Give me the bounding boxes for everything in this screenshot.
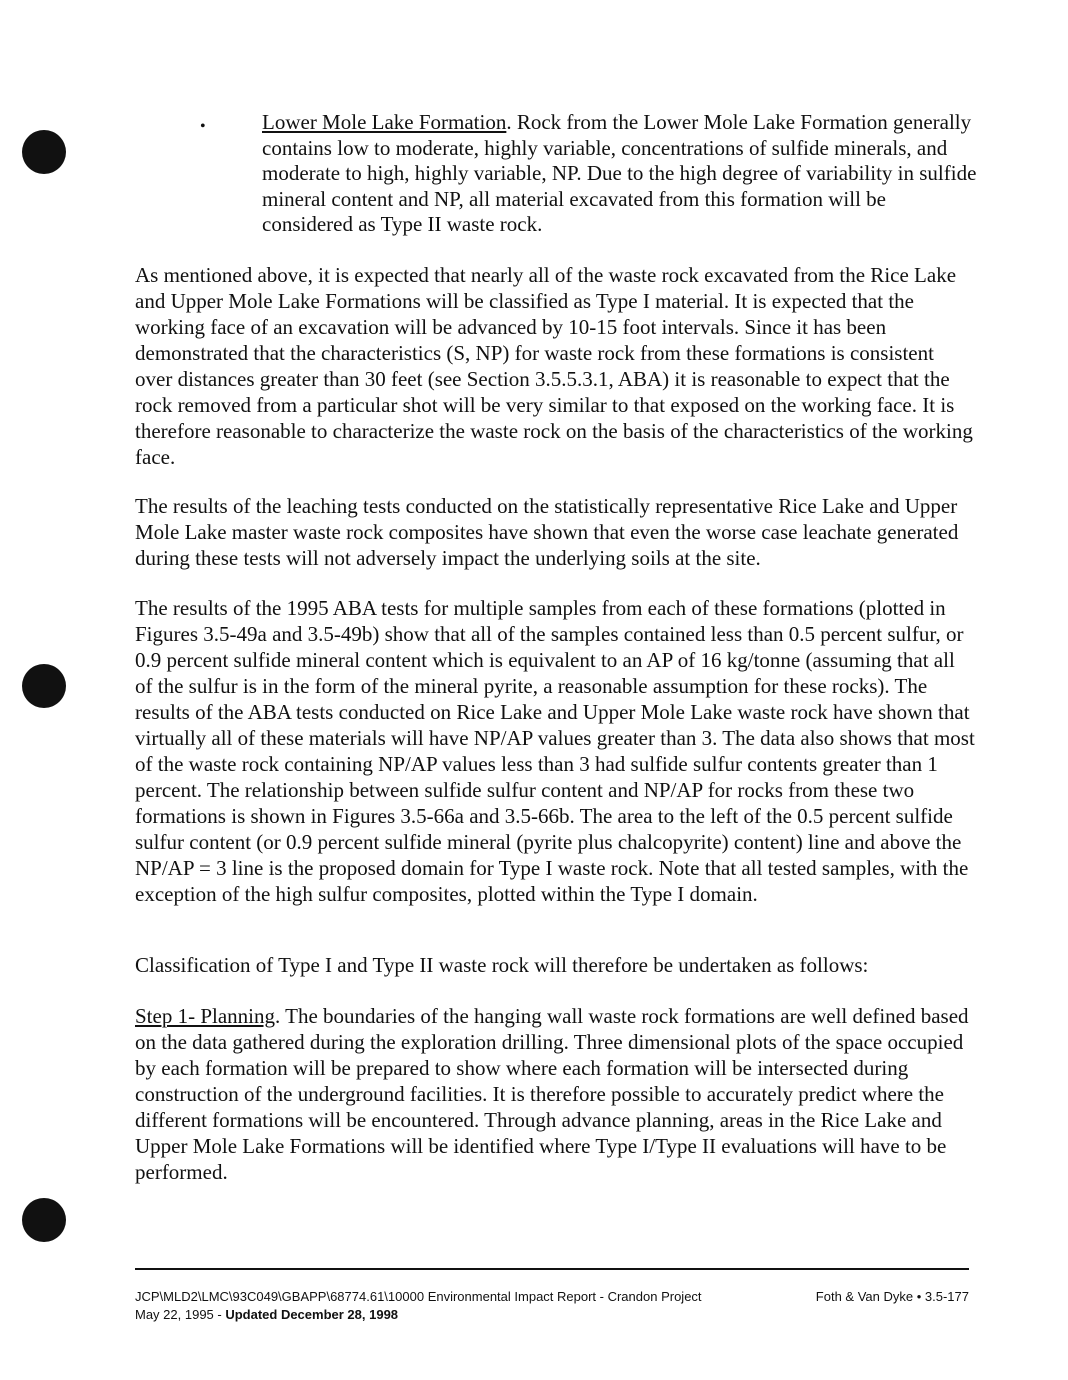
paragraph-classification-intro: Classification of Type I and Type II waste rock will therefore be undertaken as follows: — [135, 953, 869, 977]
paragraph-working-face: As mentioned above, it is expected that nearly all of the waste rock excavated from the Rice Lake and Upper Mole Lake Formations will be classified as Type I material. It is expected that the working face of an excavation will be advanced by 10-15 foot intervals. Since it has been demonstrated that the characteristics (S, NP) for waste rock from these formations is consistent over distances greater than 30 feet (see Section 3.5.5.3.1, ABA) it is reasonable to expect that the rock removed from a particular shot will be very similar to that exposed on the working face. It is therefore reasonable to characterize the waste rock on the basis of the characteristics of the working face. — [135, 263, 973, 469]
step-1-text: The boundaries of the hanging wall waste rock formations are well defined based on the data gathered during the exploration drilling. Three dimensional plots of the space occupied by each formation will be prepared to show where each formation will be intersected during construction of the underground facilities. It is therefore possible to accurately predict where the different formations will be encountered. Through advance planning, areas in the Rice Lake and Upper Mole Lake Formations will be identified where Type I/Type II evaluations will have to be performed. — [135, 1004, 969, 1184]
footer-updated-date: Updated December 28, 1998 — [225, 1307, 399, 1322]
punch-hole-middle — [22, 664, 66, 708]
footer-separator: • — [916, 1289, 922, 1304]
footer-date: May 22, 1995 - — [135, 1307, 226, 1322]
paragraph-step-1-planning — [135, 1003, 975, 1185]
punch-hole-top — [22, 130, 66, 174]
bullet-item-lower-mole-lake — [200, 110, 980, 238]
footer-file-path: JCP\MLD2\LMC\93C049\GBAPP\68774.61\10000 — [135, 1289, 425, 1304]
bullet-heading-punct: . — [506, 110, 512, 134]
bullet-text — [262, 110, 980, 238]
footer-report-title: Environmental Impact Report - Crandon Project — [427, 1289, 702, 1304]
paragraph-aba-tests: The results of the 1995 ABA tests for multiple samples from each of these formations (plotted in Figures 3.5-49a and 3.5-49b) show that all of the samples contained less than 0.5 percent sulfur, or 0.9 percent sulfide mineral content which is equivalent to an AP of 16 kg/tonne (assuming that all of the sulfur is in the form of the mineral pyrite, a reasonable assumption for these rocks). The results of the ABA tests conducted on Rice Lake and Upper Mole Lake waste rock have shown that virtually all of these materials will have NP/AP values greater than 3. The data also shows that most of the waste rock containing NP/AP values less than 3 had sulfide sulfur contents greater than 1 percent. The relationship between sulfide sulfur content and NP/AP for rocks from these two formations is shown in Figures 3.5-66a and 3.5-66b. The area to the left of the 0.5 percent sulfide sulfur content (or 0.9 percent sulfide mineral (pyrite plus chalcopyrite) content) line and above the NP/AP = 3 line is the proposed domain for Type I waste rock. Note that all tested samples, with the exception of the high sulfur composites, plotted within the Type I domain. — [135, 596, 975, 906]
footer-page-info — [816, 1288, 969, 1306]
bullet-heading: Lower Mole Lake Formation — [262, 110, 507, 134]
bullet-marker: • — [200, 118, 206, 135]
step-1-heading: Step 1- Planning — [135, 1004, 275, 1028]
footer-firm: Foth & Van Dyke — [815, 1289, 914, 1304]
step-1-heading-punct: . — [275, 1004, 281, 1028]
footer-line-2 — [135, 1306, 969, 1324]
footer-page-number: 3.5-177 — [924, 1289, 969, 1304]
punch-hole-bottom — [22, 1198, 66, 1242]
footer — [135, 1288, 969, 1324]
paragraph-leaching-tests: The results of the leaching tests conducted on the statistically representative Rice Lake and Upper Mole Lake master waste rock composites have shown that even the worse case leachate generated during these tests will not adversely impact the underlying soils at the site. — [135, 494, 959, 570]
bullet-body: Rock from the Lower Mole Lake Formation generally contains low to moderate, highly variable, concentrations of sulfide minerals, and moderate to high, highly variable, NP. Due to the high degree of variability in sulfide mineral content and NP, all material excavated from this formation will be considered as Type II waste rock. — [262, 110, 977, 236]
footer-rule — [135, 1268, 969, 1270]
